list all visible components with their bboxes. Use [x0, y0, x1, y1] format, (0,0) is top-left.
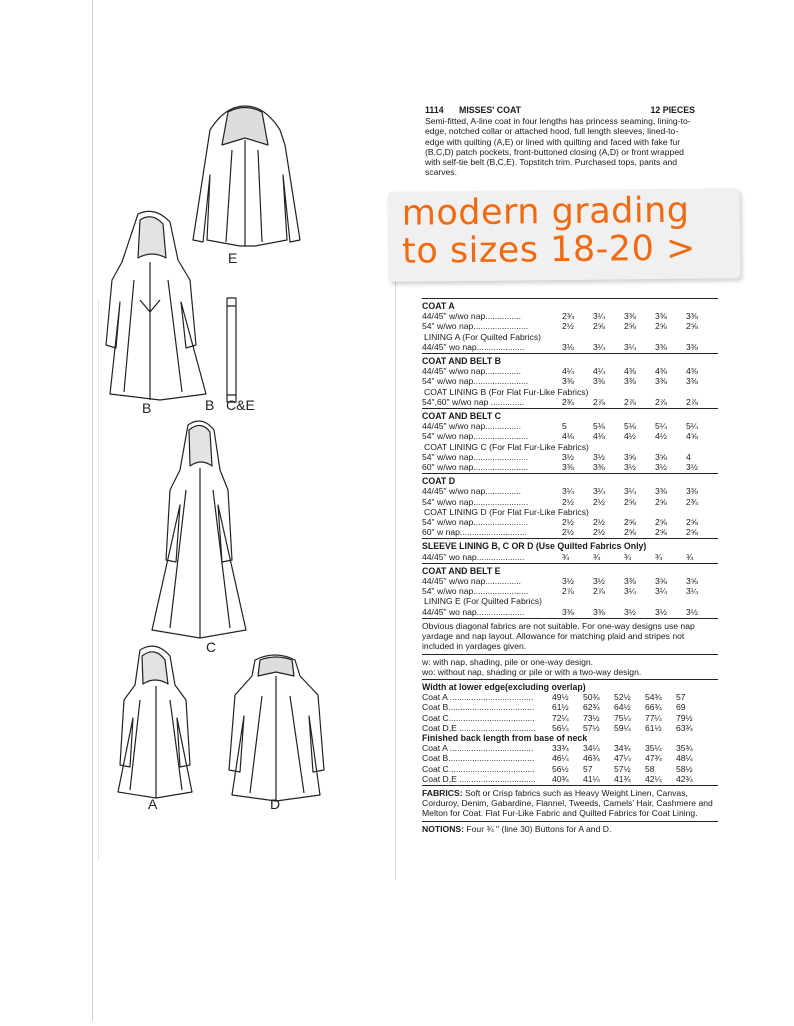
row-label: 44/45" w/wo nap...............: [422, 421, 522, 432]
row-value: 42¼: [645, 773, 662, 784]
row-value: 2⅝: [655, 517, 667, 528]
row-value: 2⅝: [686, 321, 698, 332]
row-value: 3⅝: [655, 576, 667, 587]
row-value: 3½: [686, 462, 698, 473]
section-title: SLEEVE LINING B, C OR D (Use Quilted Fabrics Only): [422, 541, 647, 552]
row-label: 54" w/wo nap.......................: [422, 517, 529, 528]
yardage-row: [422, 397, 718, 407]
row-value: 56¼: [552, 722, 569, 733]
row-value: 3⅜: [686, 341, 698, 352]
row-value: 2½: [562, 517, 574, 528]
row-value: 3¼: [593, 486, 605, 497]
view-label-e: E: [228, 250, 238, 266]
row-value: 3¼: [593, 311, 605, 322]
row-value: 3¼: [562, 486, 574, 497]
view-label-a: A: [148, 796, 158, 812]
row-value: 4¼: [593, 366, 605, 377]
row-value: 3⅜: [655, 376, 667, 387]
yardage-row: [422, 421, 718, 431]
row-value: 3⅜: [562, 376, 574, 387]
row-value: 3⅜: [655, 486, 667, 497]
row-value: 41¼: [583, 773, 600, 784]
row-value: 56½: [552, 763, 569, 774]
row-value: 3⅜: [593, 462, 605, 473]
lining-subtitle: LINING E (For Quilted Fabrics): [424, 596, 542, 607]
row-label: 44/45" w/wo nap...............: [422, 486, 522, 497]
lining-subtitle: COAT LINING C (For Flat Fur-Like Fabrics): [424, 441, 589, 452]
row-value: 47¼: [614, 753, 631, 764]
row-value: 3⅜: [624, 576, 636, 587]
view-label-belt-b: B: [205, 397, 215, 413]
row-value: 34¼: [583, 743, 600, 754]
row-value: 5⅛: [593, 421, 605, 432]
row-label: 54" w/wo nap.......................: [422, 431, 529, 442]
yardage-row: [422, 486, 718, 496]
width-title: Width at lower edge(excluding overlap): [422, 681, 586, 692]
row-value: 75¼: [614, 712, 631, 723]
row-value: 5¼: [686, 421, 698, 432]
row-value: 3½: [655, 462, 667, 473]
row-value: 57: [676, 692, 686, 703]
row-value: 4½: [655, 431, 667, 442]
yardage-row: [422, 743, 718, 753]
row-value: 3¼: [686, 586, 698, 597]
row-value: ¾: [562, 551, 570, 562]
yardage-row: [422, 462, 718, 472]
row-value: 3½: [593, 576, 605, 587]
row-label: 54" w/wo nap.......................: [422, 496, 529, 507]
nap-legend-wo: wo: without nap, shading or pile or with a two-way design.: [422, 666, 642, 677]
row-value: 2⅝: [655, 527, 667, 538]
row-label: Coat A ...................................: [422, 692, 534, 703]
row-value: 63¾: [676, 722, 693, 733]
row-value: 3⅜: [686, 311, 698, 322]
row-value: 40¾: [552, 773, 569, 784]
yardage-row: [422, 311, 718, 321]
row-label: 54" w/wo nap.......................: [422, 586, 529, 597]
row-value: 54¾: [645, 692, 662, 703]
yardage-section: [422, 539, 718, 562]
row-value: 3⅜: [686, 486, 698, 497]
yardage-row: [422, 431, 718, 441]
row-value: 3⅝: [655, 451, 667, 462]
yardage-section: [422, 564, 718, 618]
row-value: 35¼: [645, 743, 662, 754]
row-value: 3¼: [624, 586, 636, 597]
pattern-number: 1114: [425, 105, 444, 115]
row-value: 61½: [552, 702, 569, 713]
row-label: 60" w/wo nap.......................: [422, 462, 529, 473]
row-label: 54",60" w/wo nap ..............: [422, 396, 525, 407]
row-value: 2½: [593, 517, 605, 528]
row-value: 2⅝: [686, 517, 698, 528]
row-value: 3½: [562, 576, 574, 587]
row-value: 72¼: [552, 712, 569, 723]
row-value: 2½: [593, 496, 605, 507]
pattern-name: MISSES' COAT: [459, 105, 522, 115]
yardage-sections: [422, 298, 718, 618]
row-label: Coat C....................................: [422, 712, 535, 723]
row-value: 46¾: [583, 753, 600, 764]
view-d-drawing: [229, 655, 324, 801]
yardage-row: [422, 366, 718, 376]
row-value: 79½: [676, 712, 693, 723]
yardage-section: [422, 409, 718, 473]
row-value: 62¾: [583, 702, 600, 713]
row-value: 2⅞: [562, 586, 574, 597]
section-title: COAT A: [422, 301, 455, 311]
row-value: 2½: [593, 527, 605, 538]
row-value: 58½: [676, 763, 693, 774]
row-value: 4⅝: [686, 431, 698, 442]
row-value: 34¾: [614, 743, 631, 754]
view-e-drawing: [193, 106, 300, 246]
pattern-description: Semi-fitted, A-line coat in four lengths has princess seaming, lining-to-edge, notched collar or attached hood, full length sleeves, lined-to-edge with quilting (A,E) or lined with quilting and faced with fake fur (B,C,D) patch pockets, front-buttoned closing (A,D) or front wrapped with self-tie belt (B,C,E). Topstitch trim. Purchased tops, pants and scarves.: [425, 116, 691, 178]
belt-drawing: [227, 298, 236, 402]
grading-sticker: [388, 188, 741, 282]
fabrics-label: FABRICS:: [422, 787, 463, 798]
row-value: 61½: [645, 722, 662, 733]
view-label-b: B: [142, 400, 152, 416]
row-value: 3¼: [655, 586, 667, 597]
row-label: Coat D,E ................................: [422, 722, 536, 733]
yardage-row: [422, 607, 718, 617]
section-title: COAT AND BELT E: [422, 565, 501, 576]
yardage-row: [422, 321, 718, 331]
row-value: 2¾: [562, 396, 574, 407]
row-label: 44/45" wo nap....................: [422, 341, 525, 352]
row-value: 2⅝: [624, 321, 636, 332]
yardage-row: [422, 723, 718, 733]
row-value: 2⅝: [655, 496, 667, 507]
row-value: 3⅜: [593, 376, 605, 387]
yardage-chart: [422, 298, 718, 836]
row-value: 3¼: [593, 341, 605, 352]
row-value: 4: [686, 451, 691, 462]
row-value: 52½: [614, 692, 631, 703]
row-label: 54" w/wo nap.......................: [422, 451, 529, 462]
yardage-section: [422, 354, 718, 408]
row-value: 3⅝: [686, 576, 698, 587]
row-value: 2¾: [686, 496, 698, 507]
row-value: 3½: [686, 606, 698, 617]
row-value: ¾: [655, 551, 663, 562]
row-value: 2¾: [562, 311, 574, 322]
row-value: 41¾: [614, 773, 631, 784]
row-value: 57½: [583, 722, 600, 733]
yardage-row: [422, 692, 718, 702]
pattern-header: [425, 105, 695, 177]
row-value: ¾: [593, 551, 601, 562]
row-value: 3⅜: [624, 376, 636, 387]
row-value: 3⅜: [655, 311, 667, 322]
yardage-row: [422, 517, 718, 527]
row-value: 64½: [614, 702, 631, 713]
row-value: 33¾: [552, 743, 569, 754]
yardage-row: [422, 713, 718, 723]
row-value: 3⅜: [562, 462, 574, 473]
notions-label: NOTIONS:: [422, 823, 465, 834]
yardage-row: [422, 497, 718, 507]
row-value: 4⅛: [562, 431, 574, 442]
row-value: 4⅜: [624, 366, 636, 377]
row-value: 50¾: [583, 692, 600, 703]
row-value: 3½: [624, 606, 636, 617]
view-c-drawing: [152, 421, 246, 638]
yardage-row: [422, 702, 718, 712]
row-value: 59¼: [614, 722, 631, 733]
row-label: 54" w/wo nap.......................: [422, 376, 529, 387]
row-value: 49½: [552, 692, 569, 703]
piece-count: 12 PIECES: [650, 105, 695, 115]
view-label-belt-ce: C&E: [226, 397, 255, 413]
notions-note: [422, 822, 718, 836]
row-value: 2⅞: [593, 396, 605, 407]
row-value: 3½: [562, 451, 574, 462]
yardage-row: [422, 552, 718, 562]
row-value: 3⅜: [624, 311, 636, 322]
row-value: 5⅛: [624, 421, 636, 432]
yardage-row: [422, 586, 718, 596]
row-label: 54" w/wo nap.......................: [422, 321, 529, 332]
row-value: 3⅛: [562, 341, 574, 352]
row-label: 44/45" w/wo nap...............: [422, 311, 522, 322]
row-label: 44/45" wo nap....................: [422, 551, 525, 562]
row-value: 4⅛: [593, 431, 605, 442]
row-label: 44/45" wo nap....................: [422, 606, 525, 617]
row-value: 3⅜: [655, 341, 667, 352]
row-value: 2⅝: [624, 496, 636, 507]
row-value: 3¼: [624, 486, 636, 497]
row-value: 2½: [562, 527, 574, 538]
row-value: ¾: [686, 551, 694, 562]
row-value: 2½: [562, 321, 574, 332]
sticker-line-2: to sizes 18-20 >: [401, 228, 696, 272]
diagonal-note: Obvious diagonal fabrics are not suitable. For one-way designs use nap yardage and nap layout. Allowance for matching plaid and stripes not included in yardages given.: [422, 620, 695, 652]
view-b-drawing: [106, 211, 206, 400]
row-value: 4⅜: [655, 366, 667, 377]
row-value: 57: [583, 763, 593, 774]
row-value: 3½: [593, 451, 605, 462]
row-value: 58: [645, 763, 655, 774]
section-title: COAT AND BELT B: [422, 356, 501, 367]
nap-legend: [422, 655, 718, 679]
yardage-row: [422, 753, 718, 763]
row-value: 46¼: [552, 753, 569, 764]
row-value: 66¾: [645, 702, 662, 713]
yardage-section: [422, 299, 718, 353]
row-value: 2⅝: [655, 321, 667, 332]
view-a-drawing: [118, 646, 192, 798]
sticker-line-1: modern grading: [401, 190, 690, 234]
row-value: 48¼: [676, 753, 693, 764]
row-value: 3½: [655, 606, 667, 617]
row-value: 4⅜: [686, 366, 698, 377]
row-value: 2⅞: [655, 396, 667, 407]
row-value: 47¾: [645, 753, 662, 764]
view-label-d: D: [270, 796, 281, 812]
row-value: 5: [562, 421, 567, 432]
row-value: 2⅞: [624, 396, 636, 407]
row-value: 73½: [583, 712, 600, 723]
yardage-row: [422, 764, 718, 774]
yardage-section: [422, 474, 718, 538]
row-value: 2⅝: [624, 517, 636, 528]
row-value: 3⅝: [624, 451, 636, 462]
row-value: 4¼: [562, 366, 574, 377]
row-value: 2⅝: [624, 527, 636, 538]
nap-legend-w: w: with nap, shading, pile or one-way design.: [422, 656, 594, 667]
yardage-row: [422, 342, 718, 352]
width-section: [422, 680, 718, 785]
row-label: Coat B....................................: [422, 753, 535, 764]
row-value: 2½: [562, 496, 574, 507]
row-label: Coat B....................................: [422, 702, 535, 713]
row-value: 3½: [624, 462, 636, 473]
back-length-title: Finished back length from base of neck: [422, 732, 588, 743]
row-value: 2⅞: [686, 396, 698, 407]
yardage-row: [422, 527, 718, 537]
row-value: 3⅜: [562, 606, 574, 617]
lining-subtitle: COAT LINING D (For Flat Fur-Like Fabrics): [424, 506, 589, 517]
yardage-row: [422, 376, 718, 386]
section-title: COAT AND BELT C: [422, 411, 501, 422]
row-value: 5¼: [655, 421, 667, 432]
row-value: 2⅝: [686, 527, 698, 538]
yardage-row: [422, 774, 718, 784]
row-value: ¾: [624, 551, 632, 562]
row-value: 69: [676, 702, 686, 713]
lining-subtitle: COAT LINING B (For Flat Fur-Like Fabrics): [424, 386, 589, 397]
row-value: 3⅜: [686, 376, 698, 387]
yardage-row: [422, 576, 718, 586]
row-label: Coat D,E ................................: [422, 773, 536, 784]
row-value: 3¼: [624, 341, 636, 352]
row-label: 44/45" w/wo nap...............: [422, 366, 522, 377]
notions-text: Four ¾ " (line 30) Buttons for A and D.: [464, 823, 612, 834]
row-value: 2⅝: [593, 321, 605, 332]
section-title: COAT D: [422, 476, 456, 487]
row-label: 60" w nap............................: [422, 527, 527, 538]
row-value: 35¾: [676, 743, 693, 754]
row-value: 77¼: [645, 712, 662, 723]
row-label: Coat A ...................................: [422, 743, 534, 754]
fabrics-text: Soft or Crisp fabrics such as Heavy Weight Linen, Canvas, Corduroy, Denim, Gabardine, Flannel, Tweeds, Camels' Hair, Cashmere and Melton for Coat. Flat Fur-Like Fabric and Quilted Fabrics for Coat Lining.: [422, 787, 713, 819]
lining-subtitle: LINING A (For Quilted Fabrics): [424, 331, 542, 342]
view-label-c: C: [206, 639, 217, 655]
row-value: 42¾: [676, 773, 693, 784]
row-label: Coat C....................................: [422, 763, 535, 774]
yardage-row: [422, 452, 718, 462]
row-value: 2⅞: [593, 586, 605, 597]
row-label: 44/45" w/wo nap...............: [422, 576, 522, 587]
row-value: 57½: [614, 763, 631, 774]
row-value: 3⅜: [593, 606, 605, 617]
fabrics-note: [422, 786, 718, 821]
row-value: 4½: [624, 431, 636, 442]
